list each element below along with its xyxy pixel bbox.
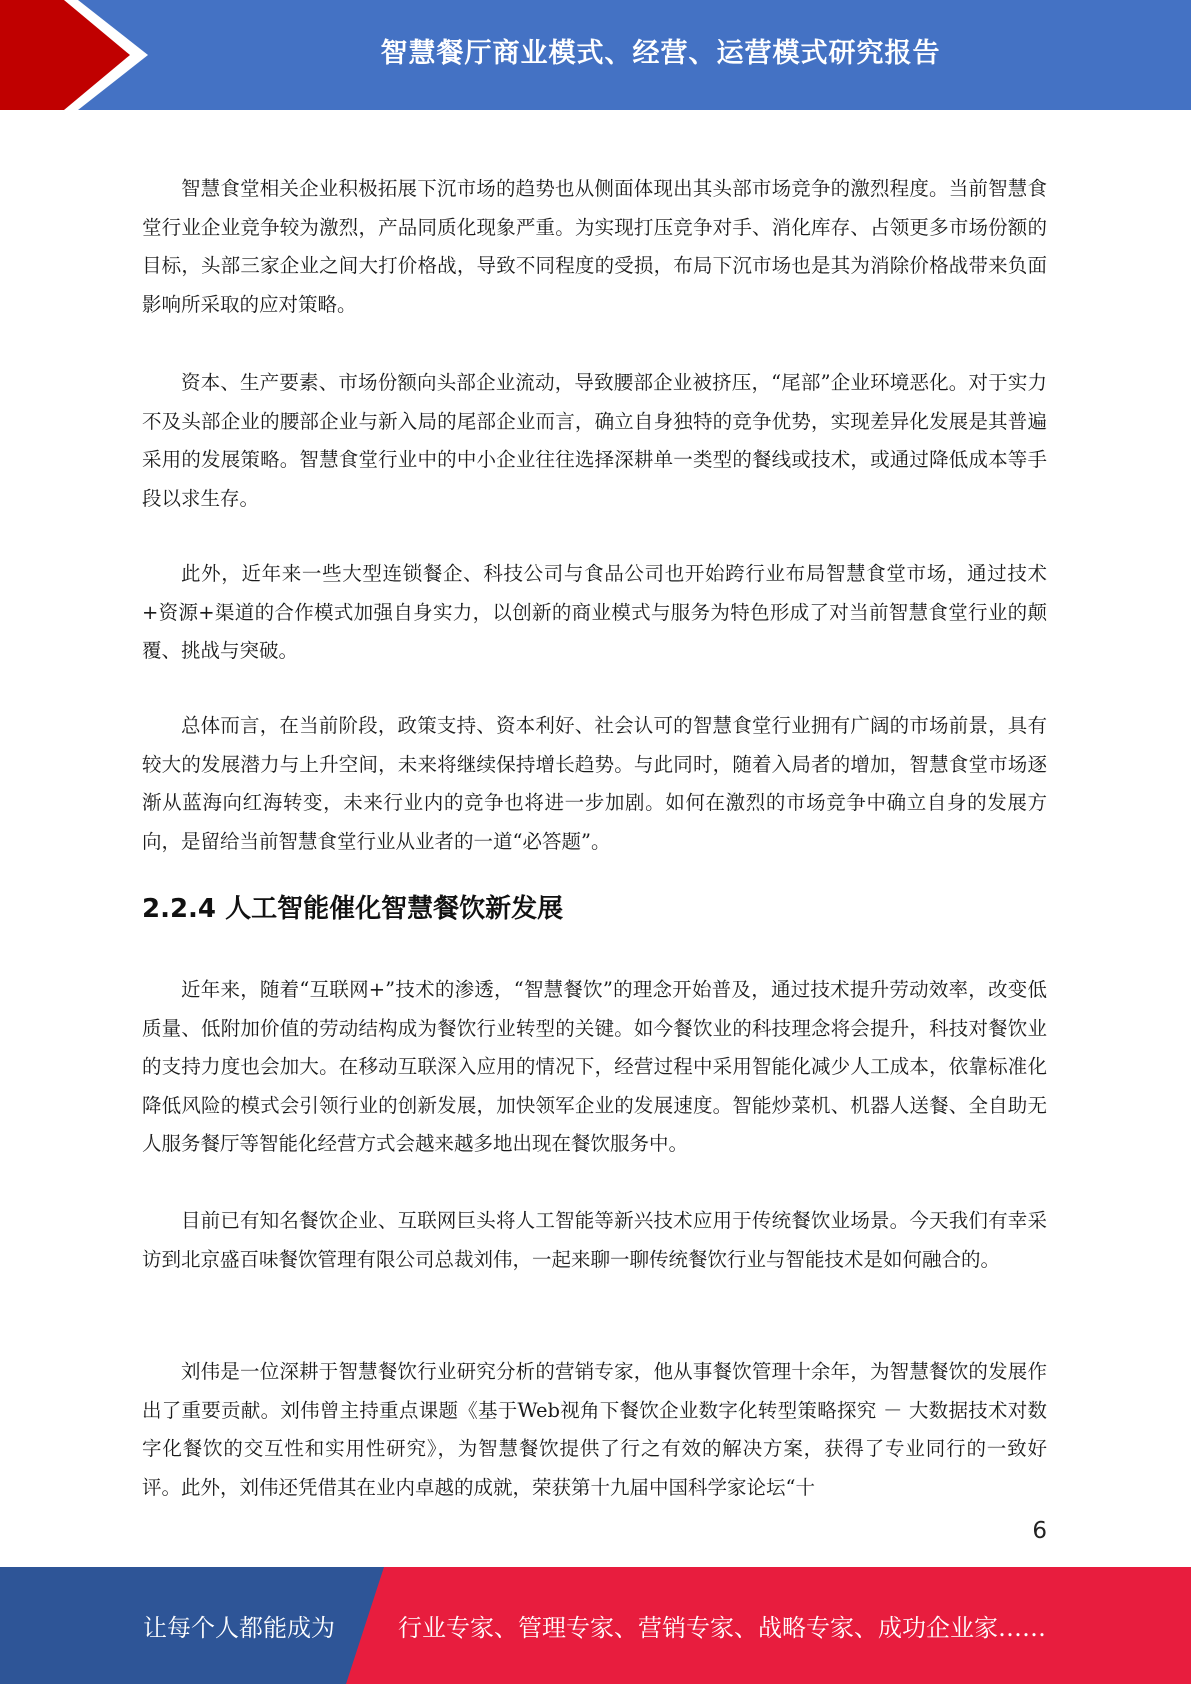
paragraph-7: 刘伟是一位深耕于智慧餐饮行业研究分析的营销专家，他从事餐饮管理十余年，为智慧餐饮的发展作出了重要贡献。刘伟曾主持重点课题《基于Web视角下餐饮企业数字化转型策略探究 － 大数据技术对数字化餐饮的交互性和实用性研究》，为智慧餐饮提供了行之有效的解决方案，获得了专业同行的一致好评。此外，刘伟还凭借其在业内卓越的成就，荣获第十九届中国科学家论坛“十 (142, 1360, 1047, 1499)
paragraph-1: 智慧食堂相关企业积极拓展下沉市场的趋势也从侧面体现出其头部市场竞争的激烈程度。当前智慧食堂行业企业竞争较为激烈，产品同质化现象严重。为实现打压竞争对手、消化库存、占领更多市场份额的目标，头部三家企业之间大打价格战，导致不同程度的受损，布局下沉市场也是其为消除价格战带来负面影响所采取的应对策略。 (142, 177, 1047, 316)
footer-slogan-right: 行业专家、管理专家、营销专家、战略专家、成功企业家…… (398, 1614, 1046, 1642)
page-header (0, 0, 1191, 110)
paragraph-6: 目前已有知名餐饮企业、互联网巨头将人工智能等新兴技术应用于传统餐饮业场景。今天我们有幸采访到北京盛百味餐饮管理有限公司总裁刘伟，一起来聊一聊传统餐饮行业与智能技术是如何融合的。 (142, 1209, 1047, 1271)
page-number: 6 (1032, 1518, 1047, 1544)
section-heading: 2.2.4 人工智能催化智慧餐饮新发展 (142, 894, 564, 924)
paragraph-3: 此外，近年来一些大型连锁餐企、科技公司与食品公司也开始跨行业布局智慧食堂市场，通过技术+资源+渠道的合作模式加强自身实力，以创新的商业模式与服务为特色形成了对当前智慧食堂行业的颠覆、挑战与突破。 (142, 562, 1047, 662)
paragraph-2: 资本、生产要素、市场份额向头部企业流动，导致腰部企业被挤压，“尾部”企业环境恶化。对于实力不及头部企业的腰部企业与新入局的尾部企业而言，确立自身独特的竞争优势，实现差异化发展是其普遍采用的发展策略。智慧食堂行业中的中小企业往往选择深耕单一类型的餐线或技术，或通过降低成本等手段以求生存。 (142, 371, 1047, 510)
footer-slogan-left: 让每个人都能成为 (143, 1614, 335, 1642)
report-title: 智慧餐厅商业模式、经营、运营模式研究报告 (380, 37, 941, 69)
paragraph-5: 近年来，随着“互联网+”技术的渗透，“智慧餐饮”的理念开始普及，通过技术提升劳动效率，改变低质量、低附加价值的劳动结构成为餐饮行业转型的关键。如今餐饮业的科技理念将会提升，科技对餐饮业的支持力度也会加大。在移动互联深入应用的情况下，经营过程中采用智能化减少人工成本，依靠标准化降低风险的模式会引领行业的创新发展，加快领军企业的发展速度。智能炒菜机、机器人送餐、全自助无人服务餐厅等智能化经营方式会越来越多地出现在餐饮服务中。 (142, 978, 1047, 1155)
paragraph-4: 总体而言，在当前阶段，政策支持、资本利好、社会认可的智慧食堂行业拥有广阔的市场前景，具有较大的发展潜力与上升空间，未来将继续保持增长趋势。与此同时，随着入局者的增加，智慧食堂市场逐渐从蓝海向红海转变，未来行业内的竞争也将进一步加剧。如何在激烈的市场竞争中确立自身的发展方向，是留给当前智慧食堂行业从业者的一道“必答题”。 (142, 714, 1047, 853)
page-footer (0, 1567, 1191, 1684)
